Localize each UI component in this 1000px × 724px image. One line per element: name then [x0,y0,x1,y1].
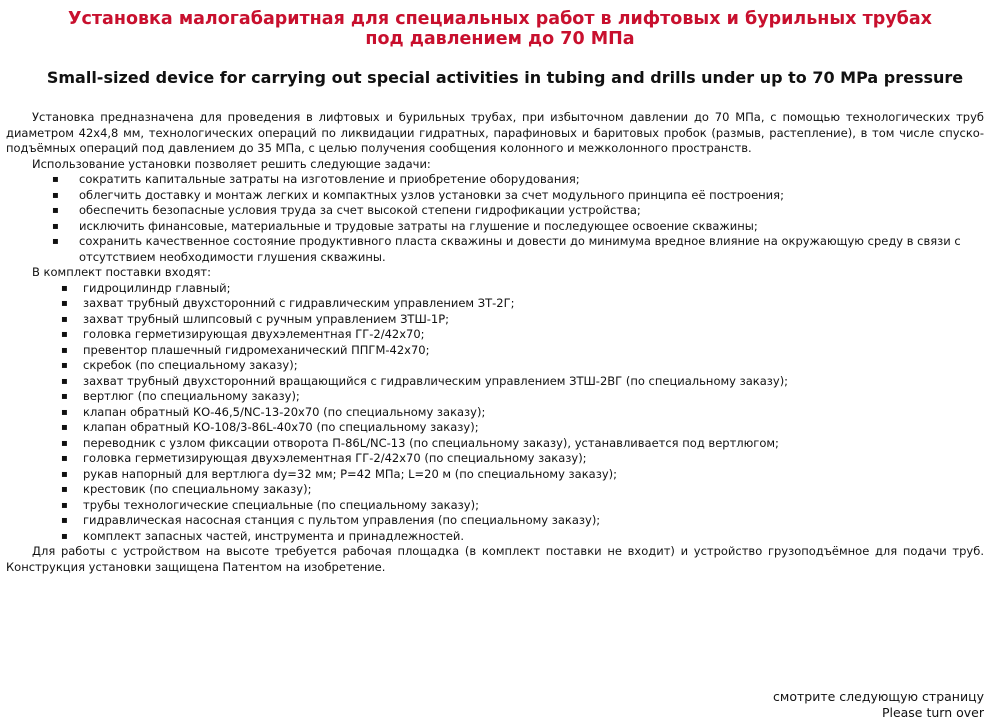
list-item: ▪ комплект запасных частей, инструмента и принадлежностей. [6,529,984,545]
list-item: ▪ вертлюг (по специальному заказу); [6,389,984,405]
kit-list [6,281,984,545]
list-item: ▪ обеспечить безопасные условия труда за счет высокой степени гидрофикации устройства; [6,203,984,219]
tasks-lead: Использование установки позволяет решить следующие задачи: [32,156,431,171]
page-title-en: Small-sized device for carrying out special activities in tubing and drills under up to 70 MPa pressure [46,68,964,87]
footer-note-en: Please turn over [881,705,984,720]
list-item: ▪ рукав напорный для вертлюга dy=32 мм; P=42 МПа; L=20 м (по специальному заказу); [6,467,984,483]
kit-lead: В комплект поставки входят: [32,265,211,279]
list-item: ▪ захват трубный двухсторонний вращающийся с гидравлическим управлением ЗТШ-2ВГ (по специальному заказу); [6,374,984,390]
list-item: ▪ исключить финансовые, материальные и трудовые затраты на глушение и последующее освоение скважины; [6,219,984,235]
page-title-ru: Установка малогабаритная для специальных работ в лифтовых и бурильных трубах под давлением до 70 МПа [68,9,932,49]
page-footer [773,689,984,721]
intro-paragraph: Установка предназначена для проведения в лифтовых и бурильных трубах, при избыточном давлении до 70 МПа, с помощью технологических труб диаметром 42х4,8 мм, технологических операций по ликвидации гидратных, парафиновых и баритовых пробок (размыв, растепление), в том числе спуско-подъёмных операций под давлением до 35 МПа, с целью получения сообщения колонного и межколонного пространств. [6,110,984,155]
list-item: ▪ переводник с узлом фиксации отворота П-86L/NC-13 (по специальному заказу), устанавливается под вертлюгом; [6,436,984,452]
list-item: ▪ головка герметизирующая двухэлементная ГГ-2/42х70 (по специальному заказу); [6,451,984,467]
list-item: ▪ превентор плашечный гидромеханический ППГМ-42х70; [6,343,984,359]
list-item: ▪ гидроцилиндр главный; [6,281,984,297]
list-item: ▪ клапан обратный КО-108/3-86L-40х70 (по специальному заказу); [6,420,984,436]
closing-paragraph: Для работы с устройством на высоте требуется рабочая площадка (в комплект поставки не входит) и устройство грузоподъёмное для подачи труб. Конструкция установки защищена Патентом на изобретение. [6,544,984,574]
list-item: ▪ клапан обратный КО-46,5/NC-13-20х70 (по специальному заказу); [6,405,984,421]
list-item: ▪ гидравлическая насосная станция с пультом управления (по специальному заказу); [6,513,984,529]
footer-note-ru: смотрите следующую страницу [773,689,984,704]
document-body [6,110,984,575]
list-item: ▪ головка герметизирующая двухэлементная ГГ-2/42х70; [6,327,984,343]
list-item: ▪ захват трубный шлипсовый с ручным управлением ЗТШ-1Р; [6,312,984,328]
list-item: ▪ облегчить доставку и монтаж легких и компактных узлов установки за счет модульного принципа её построения; [6,188,984,204]
list-item: ▪ трубы технологические специальные (по специальному заказу); [6,498,984,514]
tasks-list [6,172,984,265]
list-item: ▪ захват трубный двухсторонний с гидравлическим управлением ЗТ-2Г; [6,296,984,312]
list-item: ▪ сократить капитальные затраты на изготовление и приобретение оборудования; [6,172,984,188]
list-item: ▪ крестовик (по специальному заказу); [6,482,984,498]
list-item: ▪ скребок (по специальному заказу); [6,358,984,374]
list-item: ▪ сохранить качественное состояние продуктивного пласта скважины и довести до минимума вредное влияние на окружающую среду в связи с отсутствием необходимости глушения скважины. [6,234,984,265]
